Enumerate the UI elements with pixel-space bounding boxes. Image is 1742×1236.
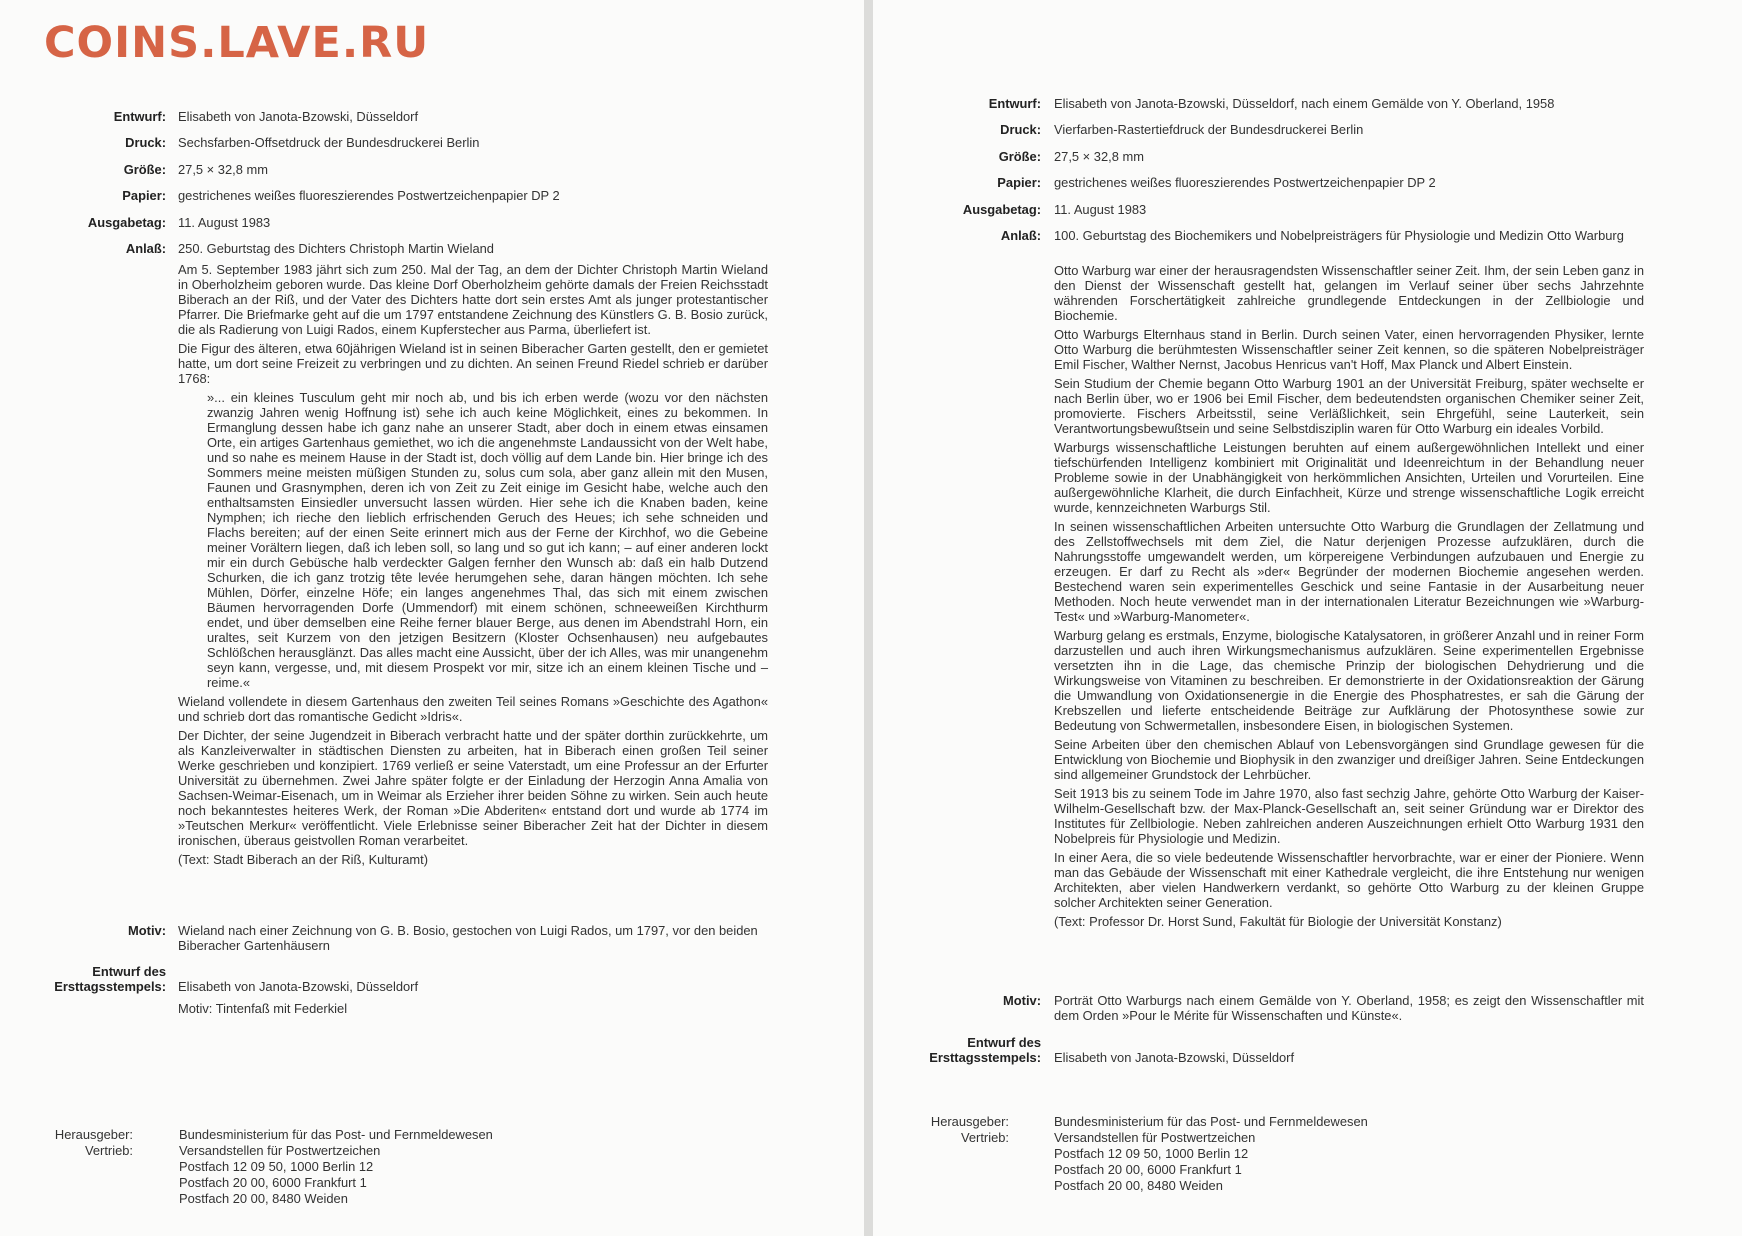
motiv-label: Motiv:	[1003, 993, 1041, 1008]
ausgabetag-value: 11. August 1983	[1054, 202, 1147, 217]
vertrieb-label: Vertrieb:	[960, 1130, 1009, 1145]
anlass-label: Anlaß:	[125, 241, 166, 256]
paragraph: In seinen wissenschaftlichen Arbeiten untersuchte Otto Warburg die Grundlagen der Zellatmung und des Zellstoffwechsels mit dem Ziel, die Natur derjenigen Prozesse aufzuklären, durch die Nahrungsstoffe umgewandelt werden, um körpereigene Verbindungen aufzubauen und Energie zu erzeugen. Er darf zu Recht als »der« Begründer der modernen Biochemie angesehen werden. Bestechend waren sein experimentelles Geschick und seine Fantasie in der Ausarbeitung neuer Methoden. Noch heute verwendet man in der internationalen Literatur Bezeichnungen wie »Warburg-Test« und »Warburg-Manometer«.	[1054, 519, 1644, 624]
watermark: COINS.LAVE.RU	[44, 18, 430, 68]
groesse-value: 27,5 × 32,8 mm	[1054, 149, 1144, 164]
herausgeber-value: Bundesministerium für das Post- und Fernmeldewesen	[179, 1127, 493, 1142]
vertrieb-line: Postfach 20 00, 8480 Weiden	[179, 1191, 348, 1206]
paragraph: Otto Warburg war einer der herausragendsten Wissenschaftler seiner Zeit. Ihm, der sein Leben ganz in den Dienst der Wissenschaft gestellt hat, gelangen im Verlauf seiner über sechs Jahrzehnte währenden Forschertätigkeit zahlreiche grundlegende Entdeckungen in der Zellbiologie und Biochemie.	[1054, 263, 1644, 323]
vertrieb-line: Postfach 12 09 50, 1000 Berlin 12	[179, 1159, 374, 1174]
druck-value: Vierfarben-Rastertiefdruck der Bundesdruckerei Berlin	[1054, 122, 1364, 137]
paragraph: Warburg gelang es erstmals, Enzyme, biologische Katalysatoren, in größerer Anzahl und in reiner Form darzustellen und auch ihren Wirkungsmechanismus aufzuklären. Seine experimentellen Ergebnisse versetzten ihn in die Lage, das chemische Prinzip der biologischen Dehydrierung und die Wirkungsweise von Vitaminen zu beschreiben. Er demonstrierte in der Oxidationsreaktion der Gärung die Umwandlung von Oxidationsenergie in die Energie des Phosphatrestes, er sah die Gärung der Krebszellen und lieferte entscheidende Beiträge zur Aufklärung der Photosynthese sowie zur Bedeutung von Schwermetallen, insbesondere Eisen, in biologischen Systemen.	[1054, 628, 1644, 733]
druck-label: Druck:	[125, 135, 166, 150]
herausgeber-value: Bundesministerium für das Post- und Fernmeldewesen	[1054, 1114, 1368, 1129]
paragraph: Seine Arbeiten über den chemischen Ablauf von Lebensvorgängen sind Grundlage gewesen für die Entwicklung von Biochemie und Biophysik in den zwanziger und dreißiger Jahren. Seine Entdeckungen sind allgemeiner Grundstock der Lehrbücher.	[1054, 737, 1644, 782]
right-page	[873, 0, 1742, 1236]
groesse-value: 27,5 × 32,8 mm	[178, 162, 268, 177]
motiv-value: Wieland nach einer Zeichnung von G. B. Bosio, gestochen von Luigi Rados, um 1797, vor den beiden Biberacher Gartenhäusern	[178, 923, 758, 953]
motiv-value: Porträt Otto Warburgs nach einem Gemälde von Y. Oberland, 1958; es zeigt den Wissenschaftler mit dem Orden »Pour le Mérite für Wissenschaften und Künste«.	[1054, 993, 1644, 1023]
anlass-value: 250. Geburtstag des Dichters Christoph Martin Wieland	[178, 241, 494, 256]
paragraph: Am 5. September 1983 jährt sich zum 250. Mal der Tag, an dem der Dichter Christoph Martin Wieland in Oberholzheim geboren wurde. Das kleine Dorf Oberholzheim gehörte damals der Freien Reichsstadt Biberach an der Riß, und der Vater des Dichters hatte dort sein erstes Amt als junger protestantischer Pfarrer. Die Briefmarke geht auf die um 1797 entstandene Zeichnung des Künstlers G. B. Bosio zurück, die als Radierung von Luigi Rados, einem Kupferstecher aus Parma, überliefert ist.	[178, 262, 768, 337]
ersttag-value: Elisabeth von Janota-Bzowski, Düsseldorf	[178, 979, 419, 994]
groesse-label: Größe:	[123, 162, 166, 177]
paragraph: Sein Studium der Chemie begann Otto Warburg 1901 an der Universität Freiburg, später wechselte er nach Berlin über, wo er 1906 bei Emil Fischer, dem bedeutendsten organischen Chemiker seiner Zeit, promovierte. Fischers Arbeitsstil, seine Verläßlichkeit, sein Ehrgefühl, seine Lauterkeit, sein Verantwortungsbewußtsein und seine Selbstdisziplin waren für Otto Warburg ein ideales Vorbild.	[1054, 376, 1644, 436]
entwurf-value: Elisabeth von Janota-Bzowski, Düsseldorf	[178, 109, 419, 124]
paragraph: Wieland vollendete in diesem Gartenhaus den zweiten Teil seines Romans »Geschichte des Agathon« und schrieb dort das romantische Gedicht »Idris«.	[178, 694, 768, 724]
ersttag-label-1: Entwurf des	[92, 964, 166, 979]
ersttag-label-2: Ersttagsstempels:	[54, 979, 166, 994]
paragraph: In einer Aera, die so viele bedeutende Wissenschaftler hervorbrachte, war er einer der Pioniere. Wenn man das Gebäude der Wissenschaft mit einer Kathedrale vergleicht, die ihre Entstehung nur wenigen Architekten, aber vielen Handwerkern verdankt, so gehörte Otto Warburg zu der kleinen Gruppe solcher Architekten seiner Generation.	[1054, 850, 1644, 910]
papier-value: gestrichenes weißes fluoreszierendes Postwertzeichenpapier DP 2	[178, 188, 560, 203]
druck-label: Druck:	[1000, 122, 1041, 137]
ausgabetag-value: 11. August 1983	[178, 215, 271, 230]
entwurf-value: Elisabeth von Janota-Bzowski, Düsseldorf, nach einem Gemälde von Y. Oberland, 1958	[1054, 96, 1555, 111]
page-gutter	[864, 0, 873, 1236]
entwurf-label: Entwurf:	[113, 109, 166, 124]
herausgeber-label: Herausgeber:	[54, 1127, 133, 1142]
ersttag-value: Elisabeth von Janota-Bzowski, Düsseldorf	[1054, 1050, 1295, 1065]
vertrieb-line: Postfach 20 00, 6000 Frankfurt 1	[179, 1175, 367, 1190]
anlass-value: 100. Geburtstag des Biochemikers und Nobelpreisträgers für Physiologie und Medizin Otto Warburg	[1054, 228, 1624, 243]
papier-value: gestrichenes weißes fluoreszierendes Postwertzeichenpapier DP 2	[1054, 175, 1436, 190]
body-text	[1054, 263, 1644, 933]
vertrieb-line: Versandstellen für Postwertzeichen	[1054, 1130, 1256, 1145]
ausgabetag-label: Ausgabetag:	[87, 215, 166, 230]
ersttag-label-1: Entwurf des	[967, 1035, 1041, 1050]
paragraph: Otto Warburgs Elternhaus stand in Berlin. Durch seinen Vater, einen hervorragenden Physiker, lernte Otto Warburg die berühmtesten Wissenschaftler seiner Zeit kennen, so die späteren Nobelpreisträger Emil Fischer, Walther Nernst, Jacobus Henricus van't Hoff, Max Planck und Albert Einstein.	[1054, 327, 1644, 372]
groesse-label: Größe:	[998, 149, 1041, 164]
vertrieb-line: Postfach 12 09 50, 1000 Berlin 12	[1054, 1146, 1249, 1161]
vertrieb-line: Versandstellen für Postwertzeichen	[179, 1143, 381, 1158]
vertrieb-label: Vertrieb:	[84, 1143, 133, 1158]
left-page	[0, 0, 864, 1236]
papier-label: Papier:	[997, 175, 1041, 190]
text-source: (Text: Stadt Biberach an der Riß, Kulturamt)	[178, 852, 429, 867]
text-source: (Text: Professor Dr. Horst Sund, Fakultät für Biologie der Universität Konstanz)	[1054, 914, 1502, 929]
herausgeber-label: Herausgeber:	[930, 1114, 1009, 1129]
paragraph: Warburgs wissenschaftliche Leistungen beruhten auf einem außergewöhnlichen Intellekt und einer tiefschürfenden Intelligenz kombiniert mit Originalität und Ideenreichtum in der Behandlung neuer Probleme sowie in der Unabhängigkeit von herkömmlichen Ansichten, Urteilen und Vorurteilen. Eine außergewöhnliche Klarheit, die durch Einfachheit, Kürze und strenge wissenschaftliche Logik erreicht wurde, kennzeichneten Warburgs Stil.	[1054, 440, 1644, 515]
motiv-label: Motiv:	[128, 923, 166, 938]
druck-value: Sechsfarben-Offsetdruck der Bundesdruckerei Berlin	[178, 135, 480, 150]
ersttag-label-2: Ersttagsstempels:	[929, 1050, 1041, 1065]
anlass-label: Anlaß:	[1000, 228, 1041, 243]
vertrieb-line: Postfach 20 00, 6000 Frankfurt 1	[1054, 1162, 1242, 1177]
paragraph: Seit 1913 bis zu seinem Tode im Jahre 1970, also fast sechzig Jahre, gehörte Otto Warburg der Kaiser-Wilhelm-Gesellschaft bzw. der Max-Planck-Gesellschaft an, seit seiner Gründung war er Direktor des Institutes für Zellbiologie. Neben zahlreichen anderen Auszeichnungen erhielt Otto Warburg 1931 den Nobelpreis für Physiologie und Medizin.	[1054, 786, 1644, 846]
paragraph: Die Figur des älteren, etwa 60jährigen Wieland ist in seinen Biberacher Garten gestellt, den er gemietet hatte, um dort seine Freizeit zu verbringen und zu dichten. An seinen Freund Riedel schrieb er darüber 1768:	[178, 341, 768, 386]
quote: »... ein kleines Tusculum geht mir noch ab, und bis ich erben werde (wozu vor den nächsten zwanzig Jahren wenig Hoffnung ist) sehe ich auch keine Möglichkeit, eines zu bekommen. In Ermanglung dessen habe ich ganz nahe an unserer Stadt, aber doch in einem etwas einsamen Orte, ein artiges Gartenhaus gemiethet, wo ich die angenehmste Landaussicht von der Welt habe, und so nahe es meinem Hause in der Stadt ist, doch völlig auf dem Lande bin. Hier bringe ich des Sommers meine meisten müßigen Stunden zu, solus cum sola, aber ganz allein mit den Musen, Faunen und Grasnymphen, deren ich von Zeit zu Zeit einige im Gesicht habe, welche auch den enthaltsamsten Einsiedler unversucht lassen würden. Hier sehe ich die Knaben baden, keine Nymphen; ich rieche den lieblich erfrischenden Geruch des Heues; ich sehe schneiden und Flachs bereiten; auf der einen Seite erinnert mich aus der Ferne der Kirchhof, wo die Gebeine meiner Vorältern liegen, daß ich leben soll, so lang und so gut ich kann; – auf einer anderen lockt mir ein durch Gebüsche halb verdeckter Galgen fernher den Wunsch ab: daß ein halb Dutzend Schurken, die ich ganz trotzig tête levée herumgehen sehe, daran hängen möchten. Ich sehe Mühlen, Dörfer, einzelne Höfe; ein langes angenehmes Thal, das sich mit einem zwischen Bäumen hervorragenden Dorfe (Ummendorf) mit einem schönen, schneeweißen Kirchthurm endet, und über demselben eine Reihe ferner blauer Berge, aus denen im Abendstrahl Horn, ein uraltes, seit Kurzem von den jetzigen Besitzern (Kloster Ochsenhausen) neu aufgebautes Schlößchen herausglänzt. Das alles macht eine Aussicht, über der ich Alles, was mir unangenehm seyn kann, vergesse, und, mit diesem Prospekt vor mir, sitze ich an einem kleinen Tische und – reime.«	[207, 390, 768, 690]
ausgabetag-label: Ausgabetag:	[962, 202, 1041, 217]
vertrieb-line: Postfach 20 00, 8480 Weiden	[1054, 1178, 1223, 1193]
paragraph: Der Dichter, der seine Jugendzeit in Biberach verbracht hatte und der später dorthin zurückkehrte, um als Kanzleiverwalter in städtischen Diensten zu arbeiten, hat in Biberach einen großen Teil seiner Werke geschrieben und konzipiert. 1769 verließ er seine Vaterstadt, um eine Professur an der Erfurter Universität zu übernehmen. Zwei Jahre später folgte er der Einladung der Herzogin Anna Amalia von Sachsen-Weimar-Eisenach, um in Weimar als Erzieher ihrer beiden Söhne zu wirken. Sein auch heute noch bekanntestes heiteres Werk, der Roman »Die Abderiten« entstand dort und wurde ab 1774 im »Teutschen Merkur« veröffentlicht. Viele Erlebnisse seiner Biberacher Zeit hat der Dichter in diesem ironischen, überaus geistvollen Roman verarbeitet.	[178, 728, 768, 848]
entwurf-label: Entwurf:	[988, 96, 1041, 111]
papier-label: Papier:	[122, 188, 166, 203]
body-text	[178, 262, 768, 871]
ersttag-motiv: Motiv: Tintenfaß mit Federkiel	[178, 1001, 348, 1016]
